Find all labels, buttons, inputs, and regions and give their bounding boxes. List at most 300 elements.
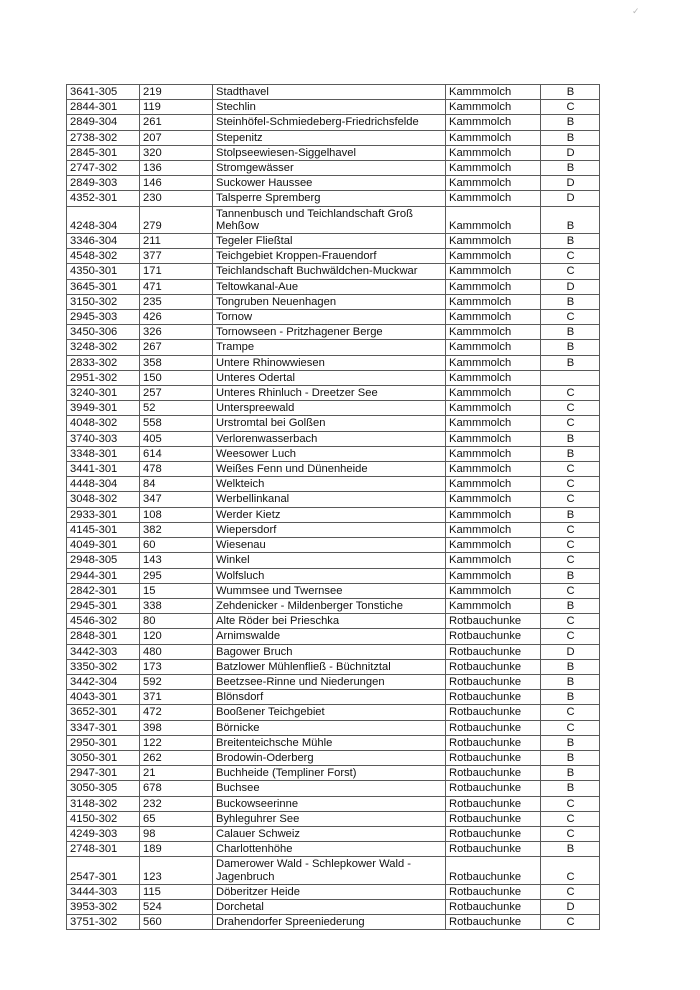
status-grade-cell: C [541,310,600,325]
site-code-cell: 2842-301 [67,583,140,598]
site-code-cell: 2950-301 [67,735,140,750]
table-row [67,100,600,115]
site-number-cell: 478 [140,462,213,477]
site-code-cell: 4350-301 [67,264,140,279]
species-cell: Kammmolch [446,355,541,370]
site-code-cell: 2547-301 [67,857,140,884]
site-number-cell: 338 [140,598,213,613]
site-number-cell: 614 [140,446,213,461]
site-number-cell: 136 [140,161,213,176]
species-cell: Kammmolch [446,249,541,264]
site-name-cell: Teltowkanal-Aue [213,279,446,294]
site-number-cell: 98 [140,826,213,841]
site-number-cell: 143 [140,553,213,568]
status-grade-cell: D [541,145,600,160]
species-cell: Rotbauchunke [446,674,541,689]
status-grade-cell: B [541,294,600,309]
site-name-cell: Buchsee [213,781,446,796]
site-number-cell: 65 [140,811,213,826]
species-cell: Kammmolch [446,100,541,115]
site-code-cell: 2947-301 [67,766,140,781]
species-cell: Kammmolch [446,462,541,477]
table-row [67,842,600,857]
species-cell: Rotbauchunke [446,659,541,674]
status-grade-cell: B [541,568,600,583]
site-code-cell: 3350-302 [67,659,140,674]
status-grade-cell: C [541,264,600,279]
site-code-cell: 3641-305 [67,85,140,100]
site-number-cell: 21 [140,766,213,781]
table-row [67,386,600,401]
site-name-cell: Wiesenau [213,538,446,553]
site-name-cell: Werder Kietz [213,507,446,522]
site-name-cell: Arnimswalde [213,629,446,644]
site-number-cell: 119 [140,100,213,115]
species-cell: Rotbauchunke [446,811,541,826]
site-number-cell: 257 [140,386,213,401]
site-name-cell: Wummsee und Twernsee [213,583,446,598]
site-name-cell: Weißes Fenn und Dünenheide [213,462,446,477]
site-code-cell: 2944-301 [67,568,140,583]
site-number-cell: 279 [140,206,213,233]
habitat-species-table [66,84,600,930]
site-number-cell: 405 [140,431,213,446]
site-code-cell: 3048-302 [67,492,140,507]
site-number-cell: 171 [140,264,213,279]
table-row [67,735,600,750]
status-grade-cell: B [541,842,600,857]
species-cell: Rotbauchunke [446,750,541,765]
table-row [67,629,600,644]
site-code-cell: 2945-301 [67,598,140,613]
site-number-cell: 230 [140,191,213,206]
table-row [67,191,600,206]
site-name-cell: Tongruben Neuenhagen [213,294,446,309]
status-grade-cell: C [541,796,600,811]
status-grade-cell: B [541,766,600,781]
table-row [67,720,600,735]
site-code-cell: 3442-303 [67,644,140,659]
status-grade-cell: C [541,583,600,598]
status-grade-cell: C [541,857,600,884]
site-name-cell: Suckower Haussee [213,176,446,191]
site-number-cell: 267 [140,340,213,355]
status-grade-cell: B [541,690,600,705]
table-row [67,85,600,100]
table-body [67,85,600,930]
site-number-cell: 472 [140,705,213,720]
status-grade-cell: B [541,446,600,461]
site-name-cell: Weesower Luch [213,446,446,461]
status-grade-cell: B [541,355,600,370]
site-number-cell: 678 [140,781,213,796]
site-code-cell: 3248-302 [67,340,140,355]
site-code-cell: 3441-301 [67,462,140,477]
table-row [67,857,600,884]
species-cell: Rotbauchunke [446,690,541,705]
site-number-cell: 123 [140,857,213,884]
status-grade-cell: B [541,750,600,765]
status-grade-cell: C [541,629,600,644]
site-name-cell: Alte Röder bei Prieschka [213,614,446,629]
table-row [67,370,600,385]
site-name-cell: Beetzsee-Rinne und Niederungen [213,674,446,689]
site-name-cell: Drahendorfer Spreeniederung [213,915,446,930]
table-row [67,462,600,477]
status-grade-cell: B [541,340,600,355]
species-cell: Rotbauchunke [446,644,541,659]
table-row [67,614,600,629]
species-cell: Kammmolch [446,370,541,385]
site-name-cell: Tornow [213,310,446,325]
site-name-cell: Tegeler Fließtal [213,234,446,249]
table-row [67,884,600,899]
table-row [67,161,600,176]
site-name-cell: Calauer Schweiz [213,826,446,841]
table-row [67,750,600,765]
status-grade-cell: D [541,191,600,206]
table-row [67,234,600,249]
site-code-cell: 3050-301 [67,750,140,765]
site-code-cell: 4548-302 [67,249,140,264]
site-name-cell: Breitenteichsche Mühle [213,735,446,750]
status-grade-cell: C [541,884,600,899]
status-grade-cell: B [541,598,600,613]
status-grade-cell: C [541,826,600,841]
species-cell: Rotbauchunke [446,629,541,644]
site-code-cell: 2738-302 [67,130,140,145]
species-cell: Rotbauchunke [446,899,541,914]
site-code-cell: 4546-302 [67,614,140,629]
site-name-cell: Werbellinkanal [213,492,446,507]
species-cell: Kammmolch [446,191,541,206]
site-name-cell: Döberitzer Heide [213,884,446,899]
site-number-cell: 80 [140,614,213,629]
table-row [67,766,600,781]
site-code-cell: 3150-302 [67,294,140,309]
table-row [67,145,600,160]
status-grade-cell: D [541,899,600,914]
table-row [67,416,600,431]
table-row [67,553,600,568]
site-code-cell: 2833-302 [67,355,140,370]
site-code-cell: 3148-302 [67,796,140,811]
site-code-cell: 2933-301 [67,507,140,522]
site-code-cell: 3050-305 [67,781,140,796]
site-number-cell: 560 [140,915,213,930]
site-number-cell: 558 [140,416,213,431]
species-cell: Rotbauchunke [446,766,541,781]
species-cell: Kammmolch [446,145,541,160]
status-grade-cell: C [541,811,600,826]
site-number-cell: 471 [140,279,213,294]
site-code-cell: 3450-306 [67,325,140,340]
table-row [67,446,600,461]
site-code-cell: 4448-304 [67,477,140,492]
species-cell: Rotbauchunke [446,826,541,841]
site-number-cell: 524 [140,899,213,914]
table-row [67,492,600,507]
table-row [67,644,600,659]
site-name-cell: Winkel [213,553,446,568]
site-name-cell: Trampe [213,340,446,355]
status-grade-cell: B [541,206,600,233]
species-cell: Kammmolch [446,386,541,401]
status-grade-cell: C [541,915,600,930]
status-grade-cell: C [541,416,600,431]
status-grade-cell: C [541,462,600,477]
species-cell: Kammmolch [446,446,541,461]
table-row [67,899,600,914]
table-row [67,674,600,689]
status-grade-cell: C [541,522,600,537]
species-cell: Kammmolch [446,264,541,279]
site-code-cell: 2747-302 [67,161,140,176]
site-name-cell: Teichlandschaft Buchwäldchen-Muckwar [213,264,446,279]
site-number-cell: 108 [140,507,213,522]
site-number-cell: 15 [140,583,213,598]
site-number-cell: 235 [140,294,213,309]
species-cell: Rotbauchunke [446,781,541,796]
site-number-cell: 232 [140,796,213,811]
species-cell: Rotbauchunke [446,842,541,857]
status-grade-cell: C [541,720,600,735]
species-cell: Kammmolch [446,553,541,568]
site-number-cell: 120 [140,629,213,644]
site-code-cell: 2948-305 [67,553,140,568]
species-cell: Kammmolch [446,598,541,613]
table-row [67,340,600,355]
table-row [67,659,600,674]
site-code-cell: 4048-302 [67,416,140,431]
site-number-cell: 150 [140,370,213,385]
site-name-cell: Booßener Teichgebiet [213,705,446,720]
site-code-cell: 3444-303 [67,884,140,899]
species-cell: Rotbauchunke [446,705,541,720]
site-number-cell: 382 [140,522,213,537]
table-row [67,796,600,811]
site-name-cell: Stromgewässer [213,161,446,176]
status-grade-cell: B [541,781,600,796]
site-name-cell: Steinhöfel-Schmiedeberg-Friedrichsfelde [213,115,446,130]
table-row [67,705,600,720]
site-code-cell: 3347-301 [67,720,140,735]
site-name-cell: Brodowin-Oderberg [213,750,446,765]
status-grade-cell: B [541,325,600,340]
site-code-cell: 3652-301 [67,705,140,720]
status-grade-cell: C [541,100,600,115]
species-cell: Kammmolch [446,234,541,249]
table-row [67,538,600,553]
site-number-cell: 326 [140,325,213,340]
site-code-cell: 4249-303 [67,826,140,841]
species-cell: Kammmolch [446,507,541,522]
site-name-cell: Bagower Bruch [213,644,446,659]
site-number-cell: 371 [140,690,213,705]
site-name-cell: Stepenitz [213,130,446,145]
species-cell: Kammmolch [446,538,541,553]
status-grade-cell: C [541,401,600,416]
site-number-cell: 377 [140,249,213,264]
status-grade-cell: B [541,674,600,689]
status-grade-cell: C [541,705,600,720]
site-code-cell: 2844-301 [67,100,140,115]
site-number-cell: 207 [140,130,213,145]
site-code-cell: 2848-301 [67,629,140,644]
table-row [67,325,600,340]
table-row [67,401,600,416]
site-number-cell: 320 [140,145,213,160]
species-cell: Kammmolch [446,492,541,507]
site-name-cell: Talsperre Spremberg [213,191,446,206]
status-grade-cell: C [541,477,600,492]
species-cell: Kammmolch [446,401,541,416]
species-cell: Rotbauchunke [446,614,541,629]
site-code-cell: 3949-301 [67,401,140,416]
site-name-cell: Tannenbusch und Teichlandschaft Groß Mehßow [213,206,446,233]
site-name-cell: Stolpseewiesen-Siggelhavel [213,145,446,160]
site-number-cell: 347 [140,492,213,507]
table-row [67,583,600,598]
page-corner-mark: ✓ [632,6,640,16]
table-row [67,355,600,370]
site-name-cell: Stechlin [213,100,446,115]
table-row [67,206,600,233]
species-cell: Kammmolch [446,477,541,492]
status-grade-cell [541,370,600,385]
species-cell: Kammmolch [446,522,541,537]
site-name-cell: Charlottenhöhe [213,842,446,857]
site-code-cell: 3240-301 [67,386,140,401]
site-name-cell: Stadthavel [213,85,446,100]
table-row [67,507,600,522]
status-grade-cell: D [541,644,600,659]
site-code-cell: 2849-303 [67,176,140,191]
species-cell: Kammmolch [446,340,541,355]
site-name-cell: Börnicke [213,720,446,735]
site-number-cell: 219 [140,85,213,100]
table-row [67,294,600,309]
site-code-cell: 4352-301 [67,191,140,206]
status-grade-cell: D [541,279,600,294]
table-row [67,522,600,537]
site-code-cell: 2945-303 [67,310,140,325]
site-code-cell: 2951-302 [67,370,140,385]
table-row [67,781,600,796]
table-row [67,811,600,826]
site-code-cell: 3740-303 [67,431,140,446]
table-row [67,310,600,325]
site-name-cell: Batzlower Mühlenfließ - Büchnitztal [213,659,446,674]
species-cell: Kammmolch [446,431,541,446]
species-cell: Kammmolch [446,115,541,130]
status-grade-cell: D [541,176,600,191]
table-row [67,477,600,492]
site-number-cell: 60 [140,538,213,553]
site-name-cell: Byhleguhrer See [213,811,446,826]
table-row [67,568,600,583]
species-cell: Kammmolch [446,583,541,598]
species-cell: Kammmolch [446,206,541,233]
species-cell: Kammmolch [446,294,541,309]
status-grade-cell: C [541,492,600,507]
species-cell: Kammmolch [446,416,541,431]
site-name-cell: Buchheide (Templiner Forst) [213,766,446,781]
site-number-cell: 211 [140,234,213,249]
site-code-cell: 2849-304 [67,115,140,130]
table-row [67,176,600,191]
species-cell: Kammmolch [446,161,541,176]
site-number-cell: 592 [140,674,213,689]
site-code-cell: 3953-302 [67,899,140,914]
species-cell: Rotbauchunke [446,884,541,899]
table-row [67,690,600,705]
species-cell: Kammmolch [446,310,541,325]
site-name-cell: Teichgebiet Kroppen-Frauendorf [213,249,446,264]
status-grade-cell: B [541,161,600,176]
status-grade-cell: B [541,431,600,446]
site-name-cell: Buckowseerinne [213,796,446,811]
site-code-cell: 4043-301 [67,690,140,705]
site-code-cell: 3645-301 [67,279,140,294]
species-cell: Rotbauchunke [446,735,541,750]
site-number-cell: 295 [140,568,213,583]
site-number-cell: 262 [140,750,213,765]
species-cell: Rotbauchunke [446,857,541,884]
status-grade-cell: C [541,386,600,401]
site-code-cell: 4150-302 [67,811,140,826]
site-code-cell: 4248-304 [67,206,140,233]
site-name-cell: Urstromtal bei Golßen [213,416,446,431]
site-name-cell: Unteres Rhinluch - Dreetzer See [213,386,446,401]
site-name-cell: Untere Rhinowwiesen [213,355,446,370]
table-row [67,115,600,130]
site-name-cell: Wolfsluch [213,568,446,583]
status-grade-cell: B [541,659,600,674]
site-name-cell: Unteres Odertal [213,370,446,385]
site-number-cell: 115 [140,884,213,899]
site-name-cell: Verlorenwasserbach [213,431,446,446]
table-row [67,279,600,294]
species-cell: Kammmolch [446,325,541,340]
table-row [67,915,600,930]
site-code-cell: 3442-304 [67,674,140,689]
site-name-cell: Zehdenicker - Mildenberger Tonstiche [213,598,446,613]
status-grade-cell: B [541,115,600,130]
species-cell: Kammmolch [446,279,541,294]
status-grade-cell: C [541,249,600,264]
site-number-cell: 146 [140,176,213,191]
status-grade-cell: B [541,85,600,100]
site-name-cell: Tornowseen - Pritzhagener Berge [213,325,446,340]
site-code-cell: 4145-301 [67,522,140,537]
site-number-cell: 173 [140,659,213,674]
status-grade-cell: B [541,130,600,145]
species-cell: Kammmolch [446,85,541,100]
species-cell: Kammmolch [446,176,541,191]
site-code-cell: 3751-302 [67,915,140,930]
table-row [67,130,600,145]
site-code-cell: 2748-301 [67,842,140,857]
status-grade-cell: B [541,234,600,249]
site-number-cell: 122 [140,735,213,750]
site-number-cell: 84 [140,477,213,492]
site-name-cell: Dorchetal [213,899,446,914]
site-number-cell: 480 [140,644,213,659]
site-name-cell: Welkteich [213,477,446,492]
site-number-cell: 52 [140,401,213,416]
site-number-cell: 358 [140,355,213,370]
